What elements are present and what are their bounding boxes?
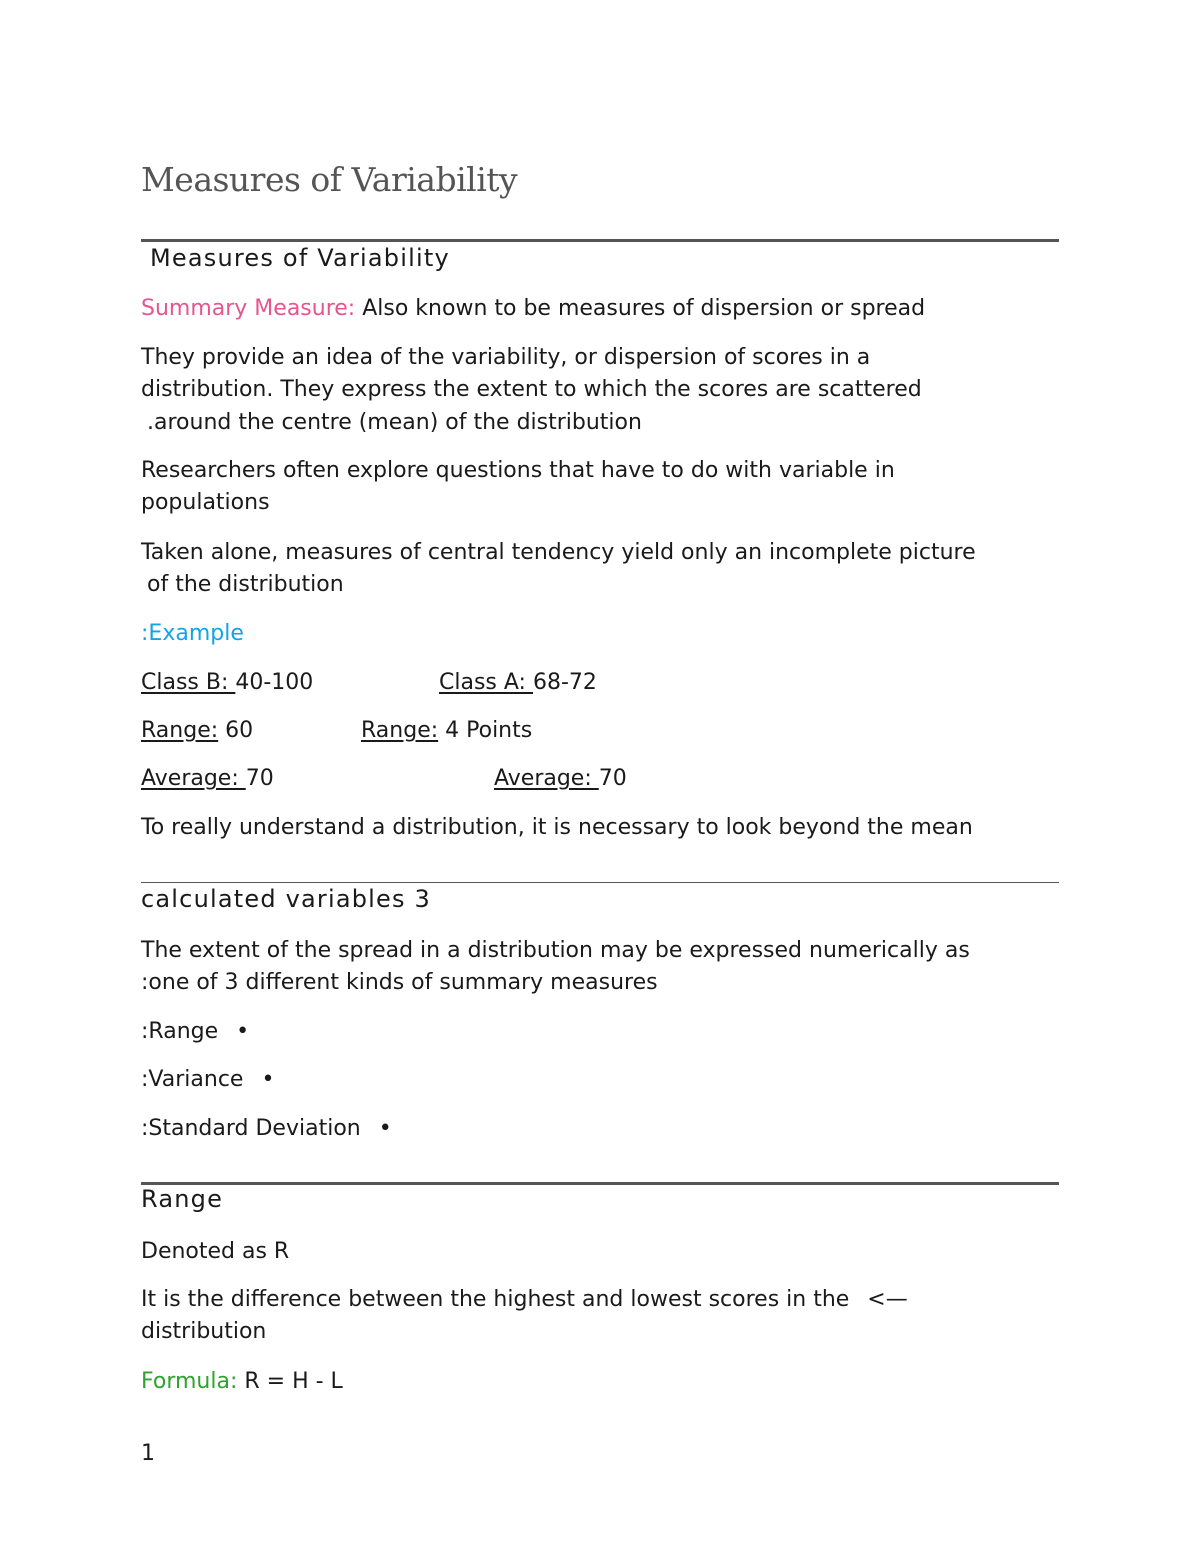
bullet-text-variance: :Variance — [141, 1067, 244, 1092]
class-a-label: Class A: — [439, 670, 533, 695]
summary-measure-text: Also known to be measures of dispersion or spread — [355, 296, 926, 321]
average-b-value: 70 — [245, 766, 274, 791]
list-item — [141, 1064, 274, 1097]
list-item — [141, 1113, 392, 1146]
class-b-value: 40-100 — [235, 670, 314, 695]
range-b-label: Range: — [141, 718, 219, 743]
document-title: Measures of Variability — [141, 160, 518, 199]
class-a-line — [439, 667, 597, 700]
average-b-label: Average: — [141, 766, 246, 791]
conclusion-paragraph: To really understand a distribution, it is necessary to look beyond the mean — [141, 815, 973, 840]
list-item — [141, 1016, 249, 1049]
bullet-icon: • — [236, 1019, 250, 1044]
paragraph-researchers-line-1: Researchers often explore questions that have to do with variable in — [141, 458, 895, 483]
range-a-line — [361, 715, 532, 748]
paragraph-researchers-line-2: populations — [141, 490, 270, 515]
paragraph-variability-line-1: They provide an idea of the variability, or dispersion of scores in a — [141, 345, 871, 370]
formula-label: Formula: — [141, 1369, 238, 1394]
average-a-line — [494, 763, 627, 796]
class-b-label: Class B: — [141, 670, 236, 695]
average-a-label: Average: — [494, 766, 599, 791]
section-divider — [141, 1182, 1059, 1185]
paragraph-central-tendency-line-2: of the distribution — [147, 572, 344, 597]
paragraph-central-tendency-line-1: Taken alone, measures of central tendency yield only an incomplete picture — [141, 540, 976, 565]
paragraph-spread-line-2: :one of 3 different kinds of summary measures — [141, 970, 658, 995]
range-a-label: Range: — [361, 718, 439, 743]
range-definition-line-1 — [141, 1284, 908, 1317]
paragraph-variability-line-2: distribution. They express the extent to which the scores are scattered — [141, 377, 922, 402]
page-number: 1 — [141, 1441, 155, 1466]
section-heading-calculated-variables: calculated variables 3 — [141, 885, 432, 913]
paragraph-spread-line-1: The extent of the spread in a distribution may be expressed numerically as — [141, 938, 970, 963]
section-heading-range: Range — [141, 1185, 224, 1213]
summary-measure-line — [141, 293, 925, 326]
range-a-value: 4 Points — [438, 718, 533, 743]
example-label: :Example — [141, 621, 244, 646]
range-b-value: 60 — [218, 718, 254, 743]
average-a-value: 70 — [598, 766, 627, 791]
average-b-line — [141, 763, 274, 796]
range-b-line — [141, 715, 253, 748]
class-b-line — [141, 667, 313, 700]
formula-line — [141, 1366, 343, 1399]
range-definition-text: It is the difference between the highest and lowest scores in the — [141, 1287, 850, 1312]
arrow-left-icon: <— — [867, 1287, 908, 1312]
section-heading-measures: Measures of Variability — [150, 244, 450, 272]
class-a-value: 68-72 — [532, 670, 597, 695]
bullet-text-standard-deviation: :Standard Deviation — [141, 1116, 361, 1141]
bullet-icon: • — [261, 1067, 275, 1092]
formula-text: R = H - L — [237, 1369, 343, 1394]
summary-measure-label: Summary Measure: — [141, 296, 356, 321]
denoted-as-line: Denoted as R — [141, 1239, 290, 1264]
section-divider — [141, 882, 1059, 883]
section-divider — [141, 239, 1059, 242]
bullet-icon: • — [378, 1116, 392, 1141]
range-definition-line-2: distribution — [141, 1319, 267, 1344]
paragraph-variability-line-3: .around the centre (mean) of the distribution — [147, 410, 642, 435]
bullet-text-range: :Range — [141, 1019, 219, 1044]
